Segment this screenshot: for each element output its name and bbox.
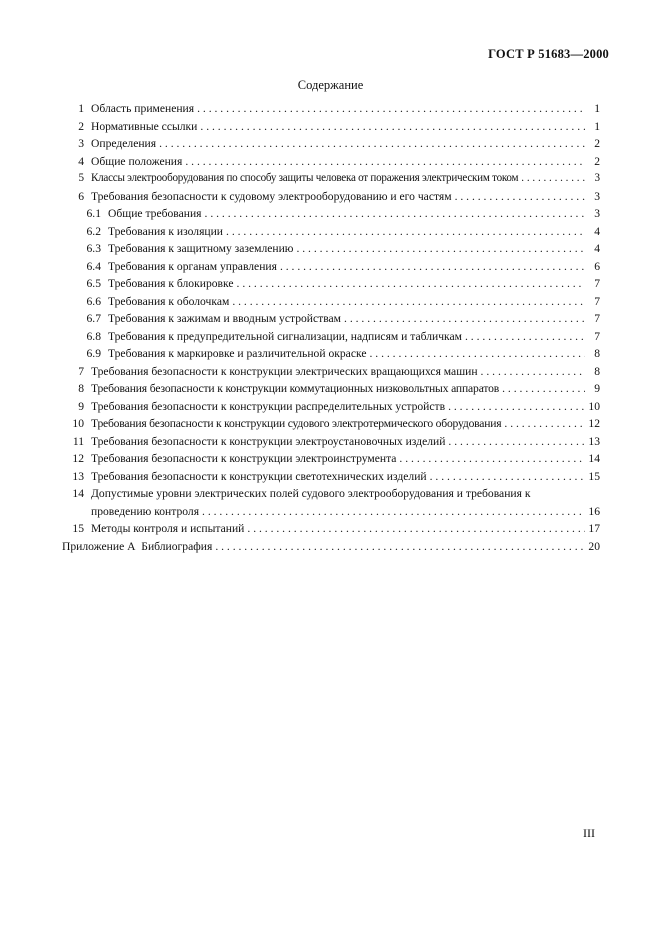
toc-title: Содержание — [297, 78, 364, 92]
toc-entry-number: 13 — [72, 469, 84, 483]
toc-entry-title: Требования безопасности к судовому электрооборудованию и его частям — [91, 189, 452, 203]
toc-leader-dots — [247, 520, 585, 538]
toc-leader-dots — [296, 240, 585, 258]
toc-entry-10[interactable] — [62, 415, 600, 433]
toc-entry-number: 7 — [78, 364, 84, 378]
toc-entry-title-line2: проведению контроля — [91, 504, 200, 518]
toc-entry-6-7[interactable] — [62, 310, 600, 328]
toc-entry-6-8[interactable] — [62, 328, 600, 346]
toc-annex-a[interactable] — [62, 538, 600, 556]
toc-entry-page: 13 — [588, 434, 600, 448]
toc-entry-title: Классы электрооборудования по способу защиты человека от поражения электрическим током — [91, 172, 519, 184]
toc-leader-dots — [226, 223, 585, 241]
toc-entry-number: 6.2 — [86, 224, 101, 238]
toc-entry-number: 6.6 — [86, 294, 101, 308]
toc-leader-dots — [185, 153, 585, 171]
toc-leader-dots — [521, 170, 585, 188]
toc-leader-dots — [448, 433, 585, 451]
toc-leader-dots — [232, 293, 585, 311]
page-number: III — [583, 826, 595, 840]
toc-entry-number: 12 — [72, 452, 84, 465]
toc-entry-page: 1 — [594, 102, 600, 115]
toc-entry-number: 6.5 — [86, 277, 101, 290]
toc-entry-page: 2 — [594, 154, 600, 168]
toc-entry-title-line1: Допустимые уровни электрических полей судового электрооборудования и требования к — [91, 487, 531, 500]
toc-entry-title: Требования к органам управления — [108, 259, 277, 273]
toc-entry-page: 17 — [588, 522, 600, 535]
toc-leader-dots — [502, 380, 585, 398]
toc-entry-6-9[interactable] — [62, 345, 600, 363]
toc-leader-dots — [481, 363, 585, 381]
toc-entry-title: Нормативные ссылки — [91, 119, 198, 133]
toc-entry-number: 14 — [72, 487, 84, 500]
toc-entry-title-line2-row — [91, 503, 600, 521]
toc-entry-page: 7 — [594, 294, 600, 308]
toc-entry-page: 3 — [594, 189, 600, 203]
toc-entry-title: Требования безопасности к конструкции электроустановочных изделий — [91, 434, 446, 448]
toc-entry-title-block — [91, 485, 600, 520]
toc-entry-page: 8 — [594, 347, 600, 360]
toc-entry-12[interactable] — [62, 450, 600, 468]
toc-leader-dots — [465, 328, 585, 346]
toc-entry-14[interactable] — [62, 485, 600, 520]
toc-entry-page: 15 — [588, 469, 600, 483]
toc-entry-number: 6.1 — [86, 207, 101, 220]
toc-entry-number: 6.7 — [86, 312, 101, 325]
toc-entry-page: 7 — [594, 329, 600, 343]
toc-entry-9[interactable] — [62, 398, 600, 416]
toc-entry-6-5[interactable] — [62, 275, 600, 293]
toc-entry-3[interactable] — [62, 135, 600, 153]
table-of-contents — [62, 100, 600, 555]
toc-entry-1[interactable] — [62, 100, 600, 118]
toc-entry-6-4[interactable] — [62, 258, 600, 276]
toc-entry-title: Требования безопасности к конструкции электроинструмента — [91, 452, 397, 465]
toc-entry-6-1[interactable] — [62, 205, 600, 223]
toc-entry-title: Требования безопасности к конструкции светотехнических изделий — [91, 469, 427, 483]
toc-entry-title: Требования к маркировке и различительной окраске — [108, 347, 367, 360]
toc-entry-title: Требования к оболочкам — [108, 294, 230, 308]
toc-entry-page: 10 — [588, 399, 600, 413]
toc-leader-dots — [344, 310, 585, 328]
toc-entry-number: 6.3 — [86, 242, 101, 255]
toc-entry-6-3[interactable] — [62, 240, 600, 258]
toc-annex-title: Приложение А Библиография — [62, 539, 213, 553]
toc-entry-number: 6 — [78, 189, 84, 203]
toc-entry-number: 15 — [72, 522, 84, 535]
toc-leader-dots — [202, 503, 585, 521]
toc-entry-page: 16 — [588, 504, 600, 518]
toc-entry-title: Требования к блокировке — [108, 277, 234, 290]
toc-entry-page: 3 — [594, 207, 600, 220]
toc-entry-number: 6.8 — [86, 329, 101, 343]
toc-entry-page: 6 — [594, 259, 600, 273]
toc-entry-page: 2 — [594, 137, 600, 150]
toc-entry-number: 5 — [78, 172, 84, 184]
toc-entry-page: 8 — [594, 364, 600, 378]
toc-entry-number: 1 — [78, 102, 84, 115]
toc-entry-number: 6.9 — [86, 347, 101, 360]
toc-entry-7[interactable] — [62, 363, 600, 381]
toc-entry-6[interactable] — [62, 188, 600, 206]
toc-entry-title: Требования к зажимам и вводным устройствам — [108, 312, 342, 325]
toc-leader-dots — [197, 100, 585, 118]
toc-annex-page: 20 — [588, 539, 600, 553]
toc-entry-8[interactable] — [62, 380, 600, 398]
toc-entry-15[interactable] — [62, 520, 600, 538]
toc-leader-dots — [430, 468, 585, 486]
toc-entry-title: Требования безопасности к конструкции распределительных устройств — [91, 399, 446, 413]
toc-entry-number: 11 — [72, 434, 84, 448]
toc-entry-2[interactable] — [62, 118, 600, 136]
toc-entry-number: 6.4 — [86, 259, 101, 273]
toc-entry-page: 14 — [588, 452, 600, 465]
toc-leader-dots — [504, 415, 585, 433]
toc-leader-dots — [369, 345, 585, 363]
toc-entry-title: Требования к предупредительной сигнализации, надписям и табличкам — [108, 329, 462, 343]
toc-entry-6-2[interactable] — [62, 223, 600, 241]
toc-entry-page: 9 — [594, 382, 600, 395]
toc-entry-page: 7 — [594, 312, 600, 325]
toc-entry-page: 12 — [588, 417, 600, 430]
toc-entry-13[interactable] — [62, 468, 600, 486]
toc-entry-title: Требования безопасности к конструкции судового электротермического оборудования — [91, 417, 502, 430]
toc-entry-page: 3 — [594, 172, 600, 184]
header-code: ГОСТ Р 51683—2000 — [488, 47, 609, 61]
toc-entry-page: 4 — [594, 242, 600, 255]
toc-entry-5[interactable] — [62, 170, 600, 188]
toc-leader-dots — [205, 205, 585, 223]
toc-entry-number: 10 — [72, 417, 84, 430]
toc-leader-dots — [448, 398, 585, 416]
toc-leader-dots — [237, 275, 585, 293]
toc-entry-title: Требования к защитному заземлению — [108, 242, 294, 255]
toc-entry-11[interactable] — [62, 433, 600, 451]
toc-entry-title: Определения — [91, 137, 157, 150]
toc-leader-dots — [455, 188, 585, 206]
toc-entry-number: 2 — [78, 119, 84, 133]
toc-entry-page: 4 — [594, 224, 600, 238]
toc-entry-title: Требования безопасности к конструкции коммутационных низковольтных аппаратов — [91, 382, 500, 395]
toc-leader-dots — [399, 450, 585, 468]
toc-leader-dots — [200, 118, 585, 136]
toc-entry-6-6[interactable] — [62, 293, 600, 311]
toc-entry-title: Общие положения — [91, 154, 183, 168]
toc-entry-page: 1 — [594, 119, 600, 133]
toc-entry-page: 7 — [594, 277, 600, 290]
toc-entry-title: Требования к изоляции — [108, 224, 224, 238]
toc-entry-title: Методы контроля и испытаний — [91, 522, 245, 535]
toc-entry-number: 8 — [78, 382, 84, 395]
toc-entry-title: Требования безопасности к конструкции электрических вращающихся машин — [91, 364, 478, 378]
toc-entry-title: Область применения — [91, 102, 195, 115]
toc-leader-dots — [159, 135, 585, 153]
toc-entry-number: 4 — [78, 154, 84, 168]
toc-entry-title: Общие требования — [108, 207, 202, 220]
toc-leader-dots — [215, 538, 585, 556]
toc-entry-4[interactable] — [62, 153, 600, 171]
toc-entry-number: 3 — [78, 137, 84, 150]
toc-leader-dots — [280, 258, 585, 276]
toc-entry-number: 9 — [78, 399, 84, 413]
